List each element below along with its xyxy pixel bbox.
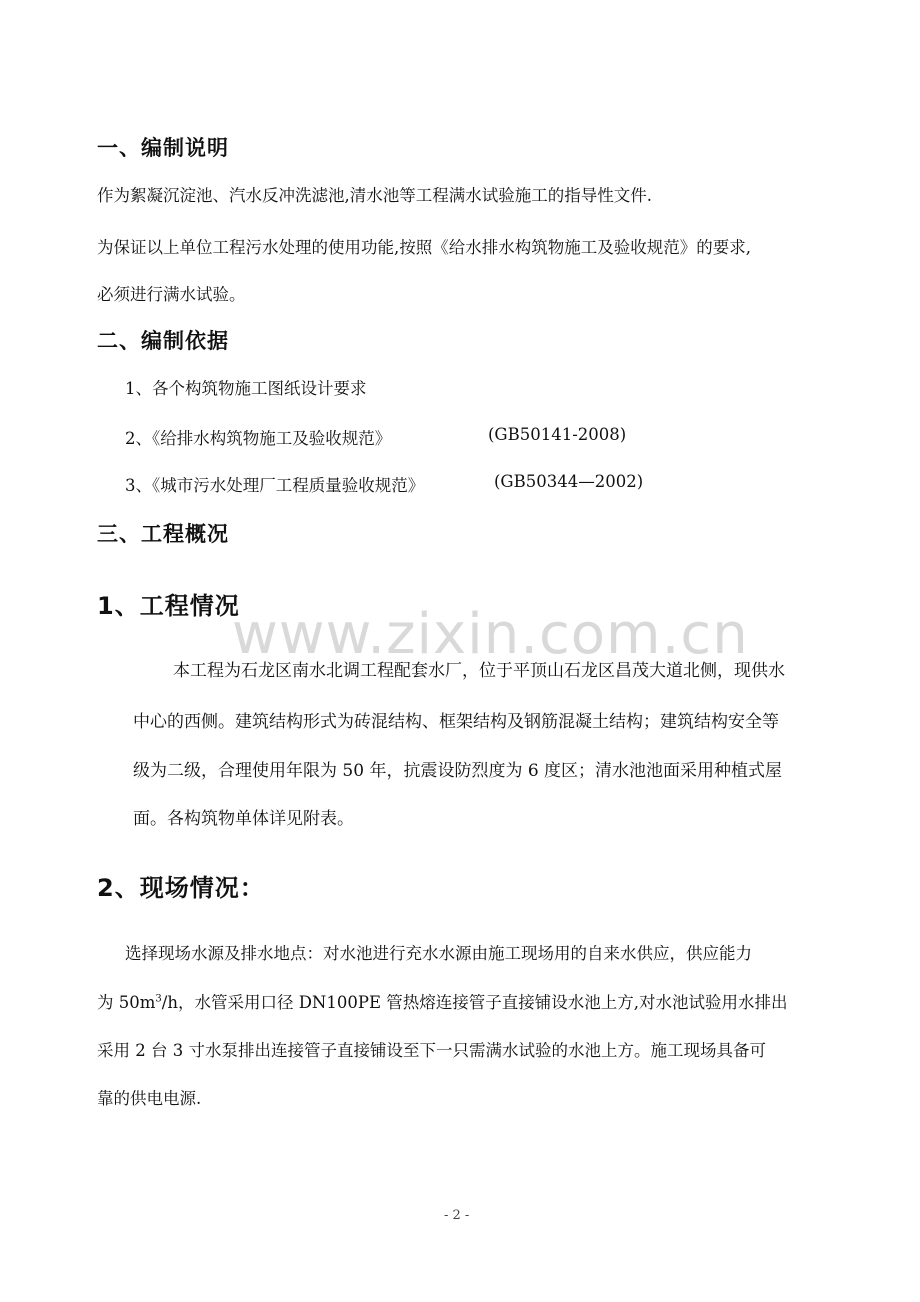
site-line-1: 选择现场水源及排水地点：对水池进行充水水源由施工现场用的自来水供应，供应能力 [125,944,752,963]
project-line-2: 中心的西侧。建筑结构形式为砖混结构、框架结构及钢筋混凝土结构；建筑结构安全等 [133,712,779,732]
basis-item-3: 3、《城市污水处理厂工程质量验收规范》 [125,476,425,495]
section-heading-2: 二、编制依据 [97,329,229,353]
site-line-2-post: /h，水管采用口径 DN100PE 管热熔连接管子直接铺设水池上方,对水池试验用水排出 [161,993,788,1012]
section-heading-1: 一、编制说明 [97,136,229,160]
subsection-heading-1: 1、工程情况 [97,592,240,620]
project-line-1: 本工程为石龙区南水北调工程配套水厂，位于平顶山石龙区昌茂大道北侧，现供水 [173,661,785,681]
site-line-2-pre: 为 50m [97,993,156,1012]
page-number: - 2 - [444,1208,470,1223]
watermark-text: www.zixin.com.cn [232,602,749,667]
section1-line-3: 必须进行满水试验。 [97,285,246,304]
section-heading-3: 三、工程概况 [97,522,229,546]
project-line-3: 级为二级，合理使用年限为 50 年，抗震设防烈度为 6 度区；清水池池面采用种植式屋 [133,761,783,781]
section1-line-1: 作为絮凝沉淀池、汽水反冲洗滤池,清水池等工程满水试验施工的指导性文件. [97,186,652,205]
basis-item-2-code: (GB50141-2008) [488,425,627,444]
subsection-heading-2: 2、现场情况： [97,874,265,902]
site-line-2 [97,989,788,1013]
basis-item-3-code: (GB50344—2002) [494,472,644,491]
site-line-2-superscript: 3 [155,993,162,1005]
site-line-4: 靠的供电电源. [97,1089,202,1108]
section1-line-2: 为保证以上单位工程污水处理的使用功能,按照《给水排水构筑物施工及验收规范》的要求, [97,238,751,257]
basis-item-1: 1、各个构筑物施工图纸设计要求 [125,379,367,398]
project-line-4: 面。各构筑物单体详见附表。 [133,809,354,829]
basis-item-2: 2、《给排水构筑物施工及验收规范》 [125,429,392,448]
site-line-3: 采用 2 台 3 寸水泵排出连接管子直接铺设至下一只需满水试验的水池上方。施工现场具备可 [97,1041,766,1060]
